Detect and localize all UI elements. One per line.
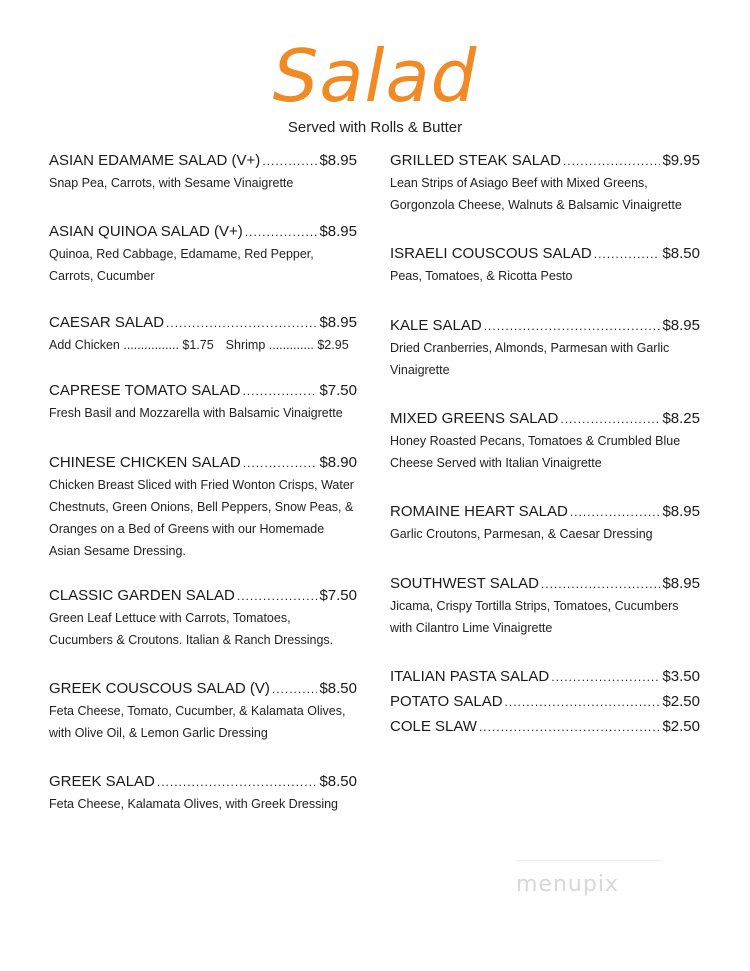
item-price: $8.95: [662, 575, 700, 592]
item-name: GRILLED STEAK SALAD: [390, 152, 561, 169]
leader-dots: [560, 408, 660, 430]
item-price: $8.95: [662, 317, 700, 334]
item-description: Feta Cheese, Kalamata Olives, with Greek Dressing: [49, 797, 339, 811]
item-price: $8.50: [319, 680, 357, 697]
watermark-rule: [516, 860, 661, 861]
item-description: Peas, Tomatoes, & Ricotta Pesto: [390, 269, 573, 283]
leader-dots: [157, 771, 318, 793]
leader-dots: [484, 315, 661, 337]
addon-chicken: Add Chicken ................ $1.75: [49, 338, 214, 352]
item-description: Lean Strips of Asiago Beef with Mixed Greens, Gorgonzola Cheese, Walnuts & Balsamic Vinaigrette: [390, 176, 682, 212]
leader-dots: [563, 150, 661, 172]
item-name: SOUTHWEST SALAD: [390, 575, 539, 592]
side-item: [390, 691, 700, 713]
item-price: $7.50: [319, 382, 357, 399]
item-price: $9.95: [662, 152, 700, 169]
page-subtitle: Served with Rolls & Butter: [287, 119, 463, 136]
item-price: $8.50: [662, 245, 700, 262]
item-price: $3.50: [662, 668, 700, 685]
menu-item: [49, 585, 357, 651]
watermark-logo: menupix: [516, 872, 619, 897]
item-name: ITALIAN PASTA SALAD: [390, 668, 550, 685]
item-price: $7.50: [319, 587, 357, 604]
item-description: Snap Pea, Carrots, with Sesame Vinaigrette: [49, 176, 294, 190]
leader-dots: [594, 243, 661, 265]
leader-dots: [242, 380, 317, 402]
leader-dots: [505, 691, 661, 713]
item-description: Fresh Basil and Mozzarella with Balsamic Vinaigrette: [49, 406, 343, 420]
item-description: Green Leaf Lettuce with Carrots, Tomatoes, Cucumbers & Croutons. Italian & Ranch Dressings.: [49, 611, 334, 647]
leader-dots: [237, 585, 318, 607]
menu-item: [390, 573, 700, 639]
leader-dots: [272, 678, 318, 700]
item-description: Dried Cranberries, Almonds, Parmesan with Garlic Vinaigrette: [390, 341, 670, 377]
item-name: ISRAELI COUSCOUS SALAD: [390, 245, 592, 262]
menu-item: [390, 150, 700, 216]
item-name: MIXED GREENS SALAD: [390, 410, 559, 427]
item-description: Feta Cheese, Tomato, Cucumber, & Kalamata Olives, with Olive Oil, & Lemon Garlic Dressing: [49, 704, 346, 740]
item-price: $8.50: [319, 773, 357, 790]
leader-dots: [243, 452, 318, 474]
menu-item: [49, 452, 357, 562]
menu-item: [49, 678, 357, 744]
item-name: ROMAINE HEART SALAD: [390, 503, 568, 520]
leader-dots: [479, 716, 660, 738]
leader-dots: [245, 221, 318, 243]
item-description: Garlic Croutons, Parmesan, & Caesar Dressing: [390, 527, 653, 541]
item-price: $2.50: [662, 693, 700, 710]
menu-item: [49, 312, 357, 356]
menu-item: [49, 150, 357, 194]
menu-item: [390, 243, 700, 287]
item-name: GREEK SALAD: [49, 773, 155, 790]
item-name: ASIAN QUINOA SALAD (V+): [49, 223, 243, 240]
side-item: [390, 716, 700, 738]
item-name: CAESAR SALAD: [49, 314, 165, 331]
item-description: Quinoa, Red Cabbage, Edamame, Red Pepper, Carrots, Cucumber: [49, 247, 314, 283]
item-price: $8.95: [662, 503, 700, 520]
item-addons: [49, 334, 357, 356]
menu-item: [49, 380, 357, 424]
menu-item: [390, 408, 700, 474]
item-price: $8.95: [319, 314, 357, 331]
item-name: COLE SLAW: [390, 718, 477, 735]
item-description: Jicama, Crispy Tortilla Strips, Tomatoes, Cucumbers with Cilantro Lime Vinaigrette: [390, 599, 679, 635]
item-name: CHINESE CHICKEN SALAD: [49, 454, 241, 471]
menu-item: [49, 221, 357, 287]
item-name: GREEK COUSCOUS SALAD (V): [49, 680, 270, 697]
addon-shrimp: Shrimp ............. $2.95: [225, 338, 349, 352]
item-price: $8.95: [319, 152, 357, 169]
item-price: $8.95: [319, 223, 357, 240]
menu-item: [390, 315, 700, 381]
item-name: ASIAN EDAMAME SALAD (V+): [49, 152, 261, 169]
item-price: $8.90: [319, 454, 357, 471]
item-name: KALE SALAD: [390, 317, 482, 334]
side-item: [390, 666, 700, 688]
item-name: CLASSIC GARDEN SALAD: [49, 587, 235, 604]
leader-dots: [541, 573, 661, 595]
item-price: $2.50: [662, 718, 700, 735]
item-price: $8.25: [662, 410, 700, 427]
item-description: Honey Roasted Pecans, Tomatoes & Crumbled Blue Cheese Served with Italian Vinaigrette: [390, 434, 681, 470]
page-title: Salad: [272, 34, 478, 118]
item-name: CAPRESE TOMATO SALAD: [49, 382, 241, 399]
item-description: Chicken Breast Sliced with Fried Wonton Crisps, Water Chestnuts, Green Onions, Bell Peppers, Snow Peas, & Oranges on a Bed of Greens with our Homemade Asian Sesame Dressing.: [49, 478, 354, 558]
item-name: POTATO SALAD: [390, 693, 503, 710]
menu-item: [390, 501, 700, 545]
leader-dots: [166, 312, 317, 334]
menu-item: [49, 771, 357, 815]
leader-dots: [551, 666, 660, 688]
leader-dots: [262, 150, 317, 172]
leader-dots: [570, 501, 661, 523]
